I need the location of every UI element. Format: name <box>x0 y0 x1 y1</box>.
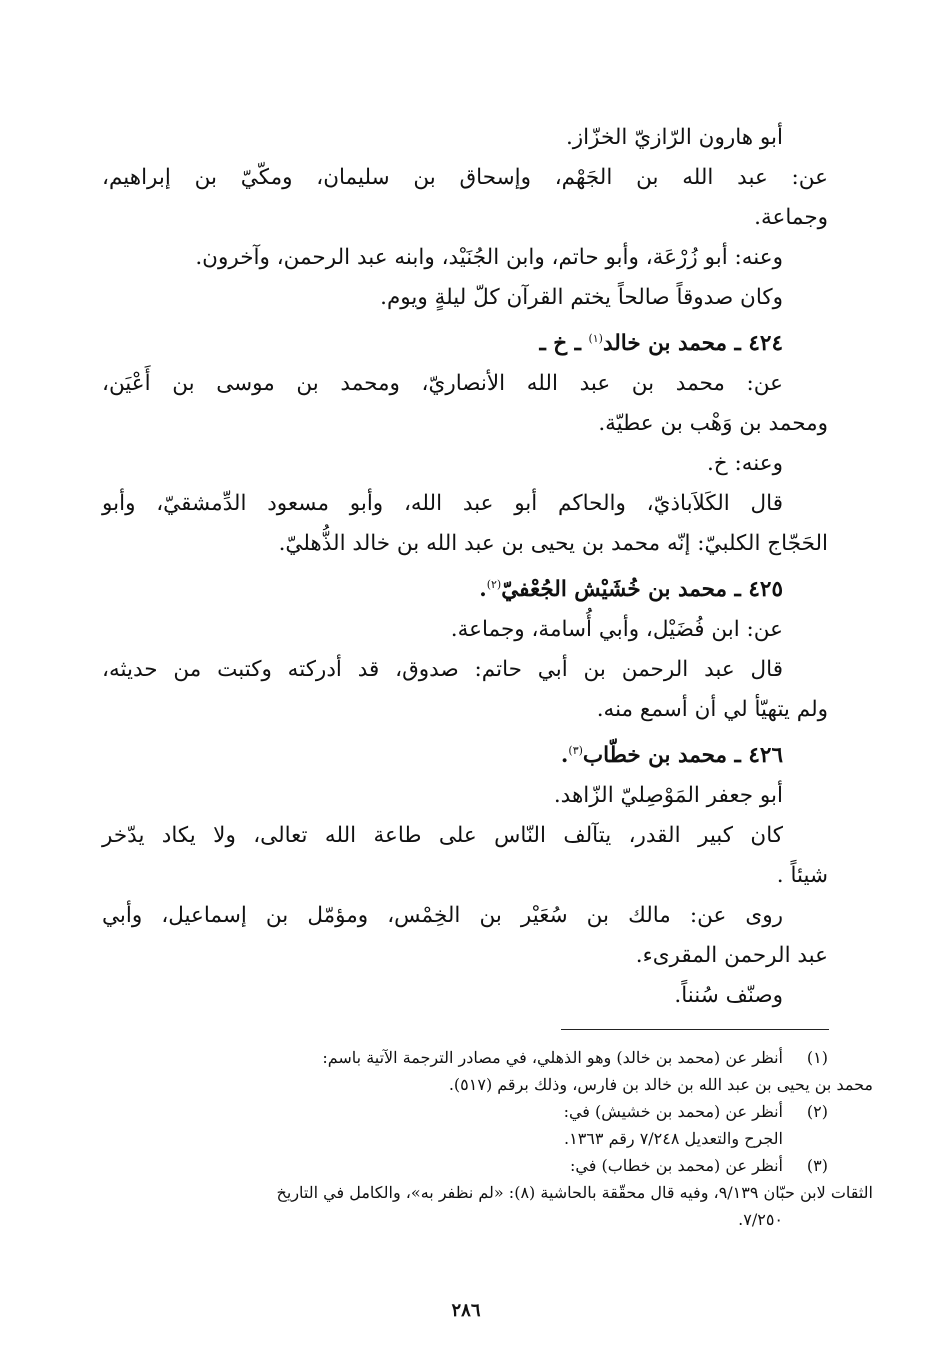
footnote-text: الثقات لابن حبّان ٩/١٣٩، وفيه قال محقّقة بالحاشية (٨): «لم نظفر به»، والكامل في التاريخ <box>276 1183 873 1202</box>
footnote-text: أنظر عن (محمد بن خشيش) في: <box>563 1102 783 1121</box>
entry-425-suffix: . <box>479 577 487 602</box>
entry_426-line: شيئاً . <box>776 863 828 888</box>
footnotes <box>102 1044 873 1233</box>
footnote-line <box>102 1206 828 1233</box>
entry-426-body <box>102 776 828 1016</box>
entry_424-line: ومحمد بن وَهْب بن عطيّة. <box>598 411 828 436</box>
intro-line: وعنه: أبو زُرْعَة، وأبو حاتم، وابن الجُنَيْد، وابنه عبد الرحمن، وآخرون. <box>195 245 783 270</box>
footnote-line <box>102 1098 828 1125</box>
footnote-number: (٢) <box>806 1102 828 1121</box>
footnote-text: الجرح والتعديل ٧/٢٤٨ رقم ١٣٦٣. <box>564 1129 783 1148</box>
footnote-number: (٣) <box>806 1156 828 1175</box>
footnote-ref-3: (٣) <box>568 743 583 757</box>
intro-line: وجماعة. <box>754 205 828 230</box>
footnote-line <box>102 1044 828 1071</box>
entry-424-heading <box>102 324 828 364</box>
footnote-ref-1: (١) <box>588 331 603 345</box>
footnote-line <box>102 1152 828 1179</box>
footnote-separator <box>561 1029 829 1030</box>
entry-424-body <box>102 364 828 564</box>
footnote-number <box>783 1125 828 1152</box>
footnote-line <box>102 1071 873 1098</box>
entry-426-suffix: . <box>560 743 569 768</box>
entry_424-line: وعنه: خ. <box>706 451 783 476</box>
intro-line: أبو هارون الرّازيّ الخزّاز. <box>565 125 783 150</box>
footnote-number: (١) <box>806 1048 828 1067</box>
entry_426-line: كان كبير القدر، يتآلف النّاس على طاعة الله تعالى، ولا يكاد يدّخر <box>102 823 783 848</box>
entry_426-line: روى عن: مالك بن سُعَيْر بن الخِمْس، ومؤمّل بن إسماعيل، وأبي <box>102 903 783 928</box>
footnote-text: محمد بن يحيى بن عبد الله بن خالد بن فارس، وذلك برقم (٥١٧). <box>448 1075 873 1094</box>
entry-424-title: ٤٢٤ ـ محمد بن خالد <box>602 331 783 356</box>
entry_424-line: عن: محمد بن عبد الله الأنصاريّ، ومحمد بن موسى بن أَعْيَن، <box>102 371 783 396</box>
entry_426-line: أبو جعفر المَوْصِليّ الزّاهد. <box>553 783 783 808</box>
footnote-text: أنظر عن (محمد بن خطاب) في: <box>570 1156 783 1175</box>
entry-426-heading <box>102 736 828 776</box>
footnote-number <box>783 1206 828 1233</box>
entry-425-heading <box>102 570 828 610</box>
page-number: ٢٨٦ <box>451 1300 481 1321</box>
entry-424-suffix: ـ خ ـ <box>539 331 589 356</box>
entry-425-title: ٤٢٥ ـ محمد بن خُشَيْش الجُعْفيّ <box>501 577 783 602</box>
footnote-line <box>102 1179 873 1206</box>
entry_424-line: قال الكَلاَباذيّ، والحاكم أبو عبد الله، وأبو مسعود الدِّمشقيّ، وأبو <box>102 491 783 516</box>
intro-block <box>102 118 828 318</box>
entry-425-body <box>102 610 828 730</box>
footnote-text: أنظر عن (محمد بن خالد) وهو الذهلي، في مصادر الترجمة الآتية باسم: <box>322 1048 783 1067</box>
main-text <box>102 118 828 1016</box>
entry_425-line: عن: ابن فُضَيْل، وأبي أُسامة، وجماعة. <box>450 617 783 642</box>
footnote-text: ٧/٢٥٠. <box>738 1210 783 1229</box>
entry_426-line: وصنّف سُنناً. <box>674 983 783 1008</box>
entry_425-line: قال عبد الرحمن بن أبي حاتم: صدوق، قد أدركته وكتبت من حديثه، <box>102 657 783 682</box>
footnote-ref-2: (٢) <box>486 577 502 591</box>
entry_424-line: الحَجّاج الكلبيّ: إنّه محمد بن يحيى بن عبد الله بن خالد الذُّهليّ. <box>278 531 828 556</box>
entry_425-line: ولم يتهيّأ لي أن أسمع منه. <box>596 697 828 722</box>
entry_426-line: عبد الرحمن المقرىء. <box>635 943 828 968</box>
intro-line: عن: عبد الله بن الجَهْم، وإسحاق بن سليمان، ومكّيّ بن إبراهيم، <box>102 165 828 190</box>
footnote-line <box>102 1125 828 1152</box>
intro-line: وكان صدوقاً صالحاً يختم القرآن كلّ ليلةٍ ويوم. <box>380 285 783 310</box>
entry-426-title: ٤٢٦ ـ محمد بن خطّاب <box>582 743 783 768</box>
